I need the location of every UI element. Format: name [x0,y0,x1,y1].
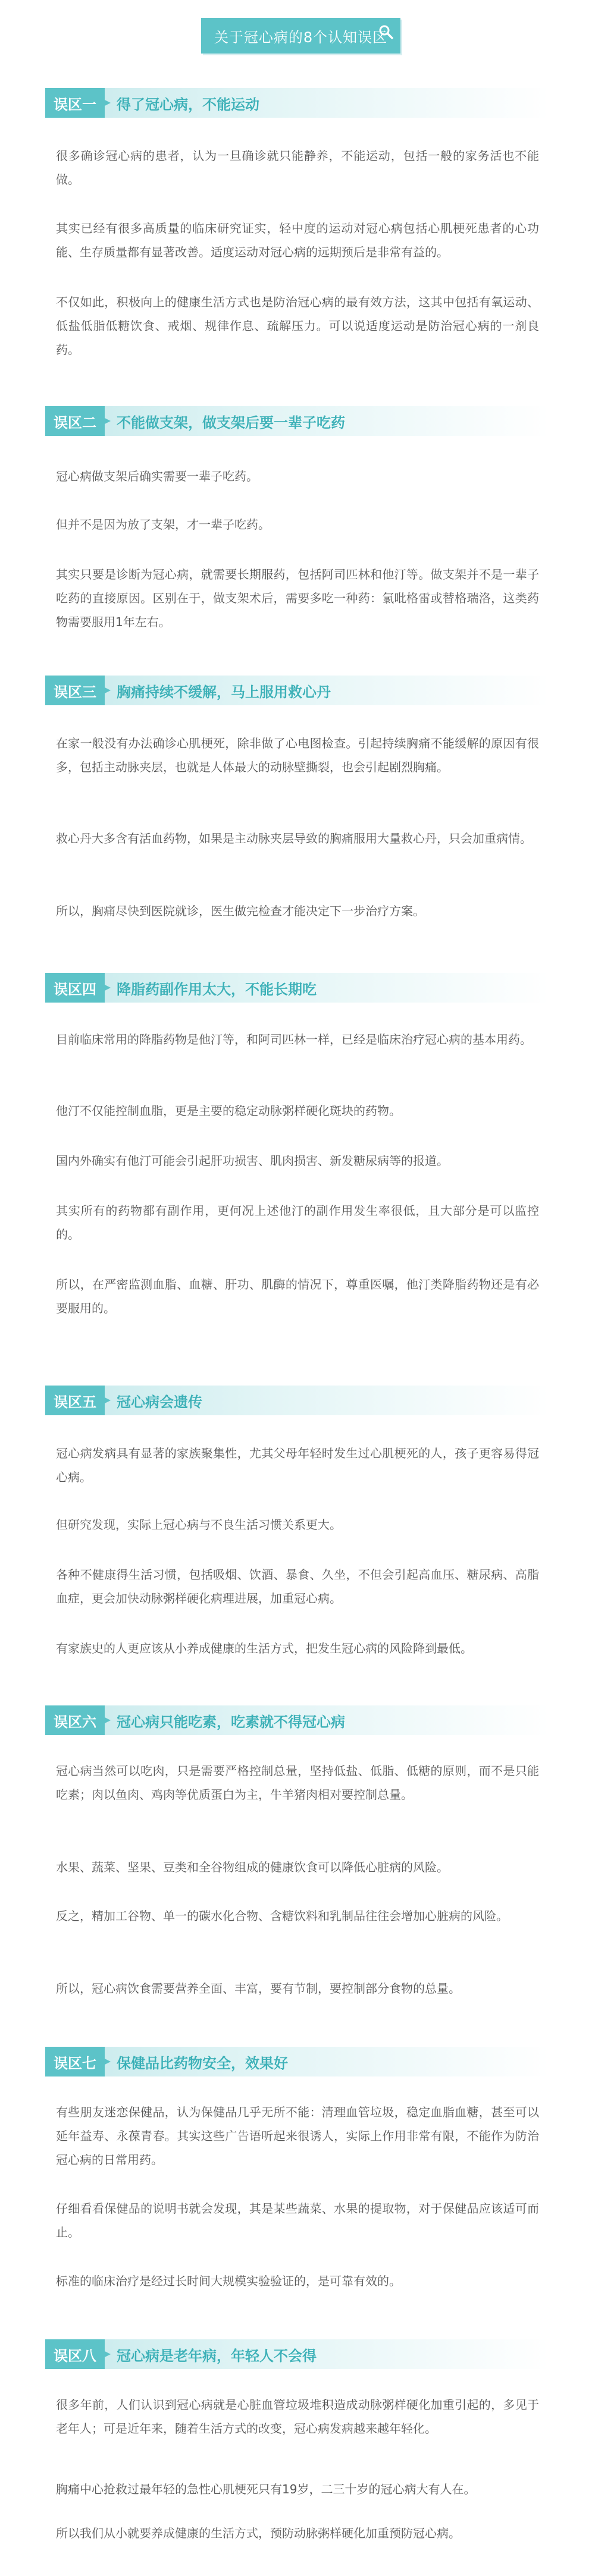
paragraph: 标准的临床治疗是经过长时间大规模实验验证的，是可靠有效的。 [56,2274,401,2288]
section-heading: 得了冠心病，不能运动 [117,96,259,113]
paragraph: 各种不健康得生活习惯，包括吸烟、饮酒、暴食、久坐，不但会引起高血压、糖尿病、高脂血症，更会加快动脉粥样硬化病理进展，加重冠心病。 [56,1567,539,1606]
section-header-5 [45,1386,550,1415]
myth-badge: 误区五 [45,1386,105,1415]
paragraph: 反之，精加工谷物、单一的碳水化合物、含糖饮料和乳制品往往会增加心脏病的风险。 [56,1909,508,1923]
paragraph: 胸痛中心抢救过最年轻的急性心肌梗死只有19岁，二三十岁的冠心病大有人在。 [56,2482,476,2496]
paragraph: 所以我们从小就要养成健康的生活方式，预防动脉粥样硬化加重预防冠心病。 [56,2526,461,2540]
myth-badge: 误区一 [45,88,105,118]
paragraph: 国内外确实有他汀可能会引起肝功损害、肌肉损害、新发糖尿病等的报道。 [56,1154,449,1168]
section-header-3 [45,676,550,705]
paragraph: 不仅如此，积极向上的健康生活方式也是防治冠心病的最有效方法，这其中包括有氧运动、低盐低脂低糖饮食、戒烟、规律作息、疏解压力。可以说适度运动是防治冠心病的一剂良药。 [56,295,539,357]
paragraph: 其实已经有很多高质量的临床研究证实，轻中度的运动对冠心病包括心肌梗死患者的心功能、生存质量都有显著改善。适度运动对冠心病的远期预后是非常有益的。 [56,221,539,259]
paragraph: 有家族史的人更应该从小养成健康的生活方式，把发生冠心病的风险降到最低。 [56,1641,472,1655]
magnifier-icon [378,24,394,40]
myth-badge: 误区三 [45,676,105,705]
paragraph: 但并不是因为放了支架，才一辈子吃药。 [56,517,270,532]
section-header-2 [45,406,550,436]
paragraph: 冠心病发病具有显著的家族聚集性，尤其父母年轻时发生过心肌梗死的人，孩子更容易得冠心病。 [56,1446,539,1484]
paragraph: 很多年前，人们认识到冠心病就是心脏血管垃圾堆积造成动脉粥样硬化加重引起的，多见于老年人；可是近年来，随着生活方式的改变，冠心病发病越来越年轻化。 [56,2398,539,2436]
paragraph: 目前临床常用的降脂药物是他汀等，和阿司匹林一样，已经是临床治疗冠心病的基本用药。 [56,1032,532,1047]
paragraph: 其实只要是诊断为冠心病，就需要长期服药，包括阿司匹林和他汀等。做支架并不是一辈子吃药的直接原因。区别在于，做支架术后，需要多吃一种药：氯吡格雷或替格瑞洛，这类药物需要服用1年左右。 [56,567,539,629]
paragraph: 在家一般没有办法确诊心肌梗死，除非做了心电图检查。引起持续胸痛不能缓解的原因有很多，包括主动脉夹层，也就是人体最大的动脉壁撕裂，也会引起剧烈胸痛。 [56,736,539,774]
section-header-7 [45,2047,550,2076]
myth-badge: 误区四 [45,973,105,1003]
paragraph: 冠心病当然可以吃肉，只是需要严格控制总量，坚持低盐、低脂、低糖的原则，而不是只能吃素；肉以鱼肉、鸡肉等优质蛋白为主，牛羊猪肉相对要控制总量。 [56,1764,539,1802]
paragraph: 所以，胸痛尽快到医院就诊，医生做完检查才能决定下一步治疗方案。 [56,904,425,918]
section-heading: 降脂药副作用太大，不能长期吃 [117,981,317,998]
myth-badge: 误区七 [45,2047,105,2076]
section-heading: 胸痛持续不缓解，马上服用救心丹 [117,683,331,700]
section-heading: 冠心病是老年病，年轻人不会得 [117,2347,317,2364]
paragraph: 他汀不仅能控制血脂，更是主要的稳定动脉粥样硬化斑块的药物。 [56,1104,401,1118]
myth-badge: 误区八 [45,2339,105,2369]
paragraph: 很多确诊冠心病的患者，认为一旦确诊就只能静养，不能运动，包括一般的家务活也不能做。 [56,149,539,187]
page-title: 关于冠心病的8个认知误区 [214,29,388,46]
paragraph: 有些朋友迷恋保健品，认为保健品几乎无所不能：清理血管垃圾，稳定血脂血糖，甚至可以延年益寿、永葆青春。其实这些广告语听起来很诱人，实际上作用非常有限，不能作为防治冠心病的日常用药。 [56,2105,539,2167]
section-header-6 [45,1705,550,1735]
section-heading: 冠心病只能吃素，吃素就不得冠心病 [117,1713,345,1730]
section-heading: 保健品比药物安全，效果好 [117,2054,288,2072]
section-header-1 [45,88,550,118]
paragraph: 其实所有的药物都有副作用，更何况上述他汀的副作用发生率很低，且大部分是可以监控的。 [56,1204,539,1242]
myth-badge: 误区六 [45,1705,105,1735]
title-banner [201,18,400,54]
section-heading: 不能做支架，做支架后要一辈子吃药 [117,414,345,431]
section-heading: 冠心病会遗传 [117,1393,202,1410]
paragraph: 所以，冠心病饮食需要营养全面、丰富，要有节制，要控制部分食物的总量。 [56,1981,461,1996]
paragraph: 所以，在严密监测血脂、血糖、肝功、肌酶的情况下，尊重医嘱，他汀类降脂药物还是有必要服用的。 [56,1277,539,1315]
myth-badge: 误区二 [45,406,105,436]
paragraph: 水果、蔬菜、坚果、豆类和全谷物组成的健康饮食可以降低心脏病的风险。 [56,1860,449,1874]
paragraph: 但研究发现，实际上冠心病与不良生活习惯关系更大。 [56,1518,342,1532]
paragraph: 仔细看看保健品的说明书就会发现，其是某些蔬菜、水果的提取物，对于保健品应该适可而止。 [56,2201,539,2239]
paragraph: 冠心病做支架后确实需要一辈子吃药。 [56,469,258,483]
section-header-4 [45,973,550,1003]
paragraph: 救心丹大多含有活血药物，如果是主动脉夹层导致的胸痛服用大量救心丹，只会加重病情。 [56,831,532,846]
section-header-8 [45,2339,550,2369]
